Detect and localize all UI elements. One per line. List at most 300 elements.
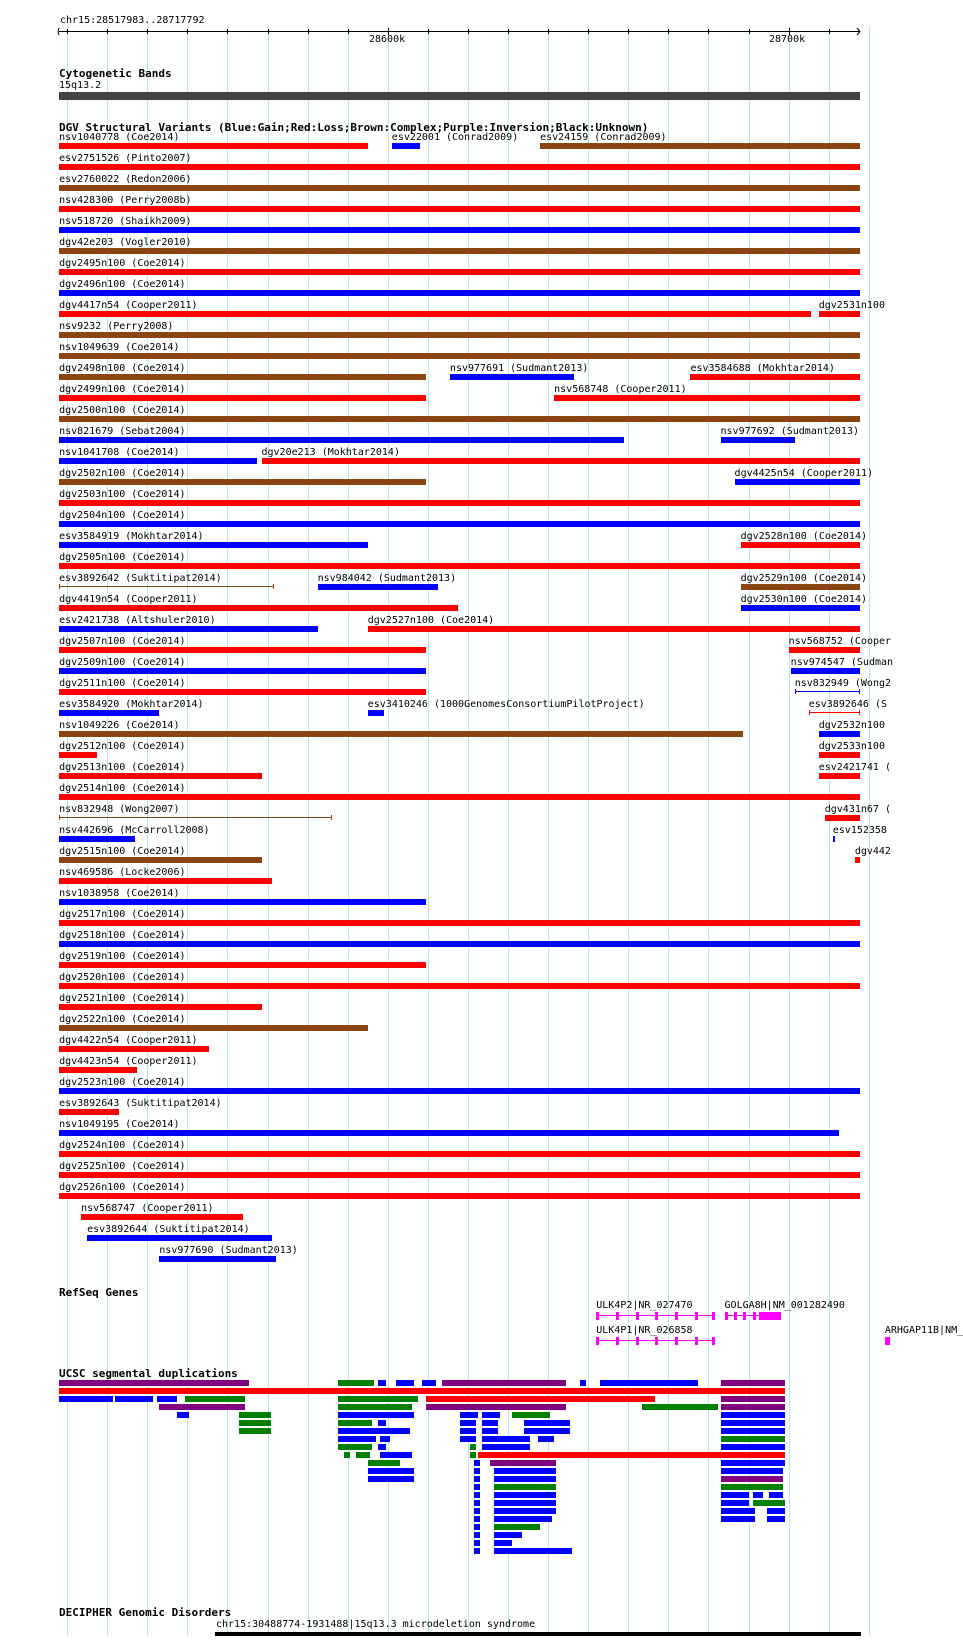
dgv-variant-bar[interactable] [59,248,860,254]
dgv-variant-label: dgv2526n100 (Coe2014) [59,1182,186,1193]
refseq-gene-label: ULK4P2|NR_027470 [596,1300,693,1311]
segdup-bar[interactable] [115,1396,153,1402]
dgv-variant-label: nsv568747 (Cooper2011) [81,1203,214,1214]
dgv-variant-bar[interactable] [741,584,860,590]
dgv-variant-label: dgv2521n100 (Coe2014) [59,993,186,1004]
segdup-bar[interactable] [721,1484,783,1490]
segdup-bar[interactable] [494,1508,556,1514]
dgv-variant-label: esv2421741 ( [818,762,891,773]
cytoband-bar[interactable] [59,92,860,100]
dgv-variant-label: dgv42e203 (Vogler2010) [59,237,192,248]
segdup-bar[interactable] [721,1476,783,1482]
dgv-variant-label: nsv1041708 (Coe2014) [59,447,180,458]
segdup-bar[interactable] [460,1428,476,1434]
grid-line [508,26,509,1636]
dgv-variant-bar[interactable] [59,227,860,233]
dgv-variant-label: dgv2519n100 (Coe2014) [59,951,186,962]
dgv-variant-bar[interactable] [59,1151,860,1157]
segdup-bar[interactable] [600,1380,698,1386]
dgv-variant-label: dgv442 [854,846,891,857]
grid-line [227,26,228,1636]
dgv-variant-bar[interactable] [318,584,438,590]
dgv-variant-bar[interactable] [59,374,426,380]
dgv-variant-bar[interactable] [59,1193,860,1199]
dgv-variant-label: esv24159 (Conrad2009) [540,132,667,143]
segdup-bar[interactable] [482,1444,530,1450]
segdup-bar[interactable] [721,1412,785,1418]
dgv-variant-label: dgv2532n100 [818,720,885,731]
dgv-variant-bar[interactable] [59,542,368,548]
segdup-bar[interactable] [344,1452,350,1458]
dgv-variant-bar[interactable] [855,857,860,863]
refseq-gene-exon[interactable] [596,1337,599,1345]
segdup-bar[interactable] [422,1380,436,1386]
refseq-gene-exon[interactable] [675,1312,678,1320]
dgv-variant-bar[interactable] [262,458,860,464]
dgv-variant-end[interactable] [859,689,860,694]
segdup-bar[interactable] [490,1460,556,1466]
segdup-bar[interactable] [494,1500,556,1506]
dgv-variant-bar[interactable] [59,332,860,338]
dgv-variant-bar[interactable] [540,143,860,149]
segdup-bar[interactable] [338,1436,376,1442]
refseq-gene-exon[interactable] [596,1312,599,1320]
dgv-variant-end[interactable] [59,584,60,589]
dgv-variant-label: esv3584920 (Mokhtar2014) [59,699,204,710]
dgv-variant-bar[interactable] [59,311,811,317]
segdup-bar[interactable] [474,1540,480,1546]
dgv-variant-label: dgv2509n100 (Coe2014) [59,657,186,668]
segdup-bar[interactable] [474,1548,480,1554]
dgv-variant-bar[interactable] [59,731,743,737]
segdup-bar[interactable] [524,1420,570,1426]
grid-line [628,26,629,1636]
dgv-variant-label: nsv832949 (Wong2 [794,678,892,689]
segdup-bar[interactable] [338,1444,372,1450]
dgv-variant-label: nsv9232 (Perry2008) [59,321,174,332]
segdup-bar[interactable] [721,1508,755,1514]
dgv-variant-bar[interactable] [59,290,860,296]
dgv-variant-bar[interactable] [59,185,860,191]
segdup-bar[interactable] [239,1428,271,1434]
dgv-variant-label: dgv2498n100 (Coe2014) [59,363,186,374]
grid-line [468,26,469,1636]
dgv-variant-label: dgv431n67 ( [824,804,891,815]
segdup-bar[interactable] [426,1396,655,1402]
segdup-bar[interactable] [368,1460,400,1466]
dgv-variant-bar[interactable] [368,626,860,632]
refseq-gene-exon[interactable] [712,1312,715,1320]
segdup-bar[interactable] [721,1460,785,1466]
segdup-bar[interactable] [474,1468,480,1474]
dgv-variant-label: esv2760022 (Redon2006) [59,174,192,185]
dgv-variant-bar[interactable] [809,712,860,713]
dgv-variant-bar[interactable] [59,1004,261,1010]
dgv-variant-bar[interactable] [59,1088,860,1094]
segdup-bar[interactable] [470,1444,476,1450]
dgv-variant-label: dgv2505n100 (Coe2014) [59,552,186,563]
segdup-bar[interactable] [642,1404,718,1410]
segdup-bar[interactable] [494,1548,572,1554]
dgv-variant-bar[interactable] [59,626,318,632]
refseq-gene-exon[interactable] [636,1337,639,1345]
refseq-gene-exon[interactable] [695,1312,698,1320]
segdup-bar[interactable] [185,1396,245,1402]
segdup-bar[interactable] [474,1508,480,1514]
dgv-variant-label: dgv4422n54 (Cooper2011) [59,1035,198,1046]
dgv-variant-label: nsv821679 (Sebat2004) [59,426,186,437]
dgv-variant-label: esv152358 [832,825,887,836]
segdup-bar[interactable] [767,1508,785,1514]
dgv-variant-bar[interactable] [59,941,860,947]
segdup-bar[interactable] [721,1428,785,1434]
segdup-bar[interactable] [442,1380,566,1386]
grid-line [308,26,309,1636]
dgv-variant-bar[interactable] [59,458,257,464]
dgv-variant-label: esv3892646 (S [808,699,887,710]
segdup-bar[interactable] [524,1428,570,1434]
segdup-bar[interactable] [474,1460,480,1466]
dgv-variant-bar[interactable] [59,479,426,485]
dgv-variant-label: dgv2512n100 (Coe2014) [59,741,186,752]
dgv-variant-bar[interactable] [833,836,835,842]
segdup-bar[interactable] [474,1476,480,1482]
dgv-variant-label: esv3892642 (Suktitipat2014) [59,573,222,584]
dgv-variant-bar[interactable] [59,899,426,905]
dgv-variant-label: esv3410246 (1000GenomesConsortiumPilotProject) [367,699,645,710]
segdup-bar[interactable] [338,1396,418,1402]
refseq-gene-exon[interactable] [636,1312,639,1320]
dgv-variant-end[interactable] [59,815,60,820]
dgv-variant-end[interactable] [273,584,274,589]
segdup-bar[interactable] [482,1428,498,1434]
dgv-variant-label: dgv2530n100 (Coe2014) [740,594,867,605]
dgv-variant-bar[interactable] [59,710,159,716]
segdup-bar[interactable] [338,1428,410,1434]
dgv-variant-bar[interactable] [59,962,426,968]
tick-label-28700k: 28700k [769,34,806,45]
dgv-variant-bar[interactable] [59,647,426,653]
dgv-variant-bar[interactable] [59,817,332,818]
dgv-variant-bar[interactable] [735,479,860,485]
dgv-variant-bar[interactable] [59,1067,137,1073]
dgv-variant-bar[interactable] [87,1235,271,1241]
dgv-variant-bar[interactable] [392,143,420,149]
dgv-variant-label: esv3584919 (Mokhtar2014) [59,531,204,542]
segdup-bar[interactable] [378,1380,386,1386]
ruler-arrow-left-b [58,32,59,36]
segdup-bar[interactable] [494,1484,556,1490]
segdup-bar[interactable] [494,1476,556,1482]
dgv-variant-label: esv3892644 (Suktitipat2014) [87,1224,250,1235]
segdup-bar[interactable] [368,1468,414,1474]
refseq-gene-exon[interactable] [616,1337,619,1345]
dgv-variant-bar[interactable] [59,143,368,149]
dgv-variant-bar[interactable] [59,689,426,695]
dgv-variant-bar[interactable] [59,668,426,674]
dgv-variant-bar[interactable] [690,374,860,380]
dgv-variant-bar[interactable] [59,500,860,506]
segdup-bar[interactable] [378,1444,386,1450]
dgv-variant-label: dgv2531n100 [818,300,885,311]
segdup-bar[interactable] [721,1492,749,1498]
segdup-bar[interactable] [470,1452,476,1458]
dgv-variant-label: nsv977691 (Sudmant2013) [449,363,589,374]
segdup-bar[interactable] [159,1404,245,1410]
dgv-variant-label: nsv984042 (Sudmant2013) [317,573,457,584]
dgv-variant-bar[interactable] [368,710,384,716]
dgv-variant-bar[interactable] [59,416,860,422]
dgv-variant-label: dgv2522n100 (Coe2014) [59,1014,186,1025]
dgv-variant-bar[interactable] [59,1130,839,1136]
segdup-bar[interactable] [494,1524,540,1530]
dgv-variant-bar[interactable] [59,752,97,758]
segdup-bar[interactable] [338,1412,414,1418]
dgv-variant-bar[interactable] [59,1109,119,1115]
dgv-variant-bar[interactable] [59,164,860,170]
segdup-bar[interactable] [378,1420,386,1426]
dgv-variant-label: dgv2495n100 (Coe2014) [59,258,186,269]
segdup-bar[interactable] [482,1412,500,1418]
dgv-variant-bar[interactable] [59,395,426,401]
segdup-bar[interactable] [59,1396,113,1402]
dgv-variant-bar[interactable] [819,773,860,779]
refseq-gene-label: ULK4P1|NR_026858 [596,1325,693,1336]
grid-line [388,26,389,1636]
grid-line [668,26,669,1636]
dgv-variant-label: nsv1040778 (Coe2014) [59,132,180,143]
segdup-bar[interactable] [721,1420,785,1426]
ruler-arrow-right-b [857,32,860,36]
segdup-bar[interactable] [474,1492,480,1498]
dgv-variant-bar[interactable] [721,437,795,443]
dgv-variant-label: dgv2528n100 (Coe2014) [740,531,867,542]
segdup-bar[interactable] [380,1452,412,1458]
dgv-variant-bar[interactable] [59,521,860,527]
dgv-variant-bar[interactable] [819,752,860,758]
dgv-variant-label: dgv2517n100 (Coe2014) [59,909,186,920]
segdup-bar[interactable] [721,1396,785,1402]
segdup-bar[interactable] [460,1420,476,1426]
dgv-variant-label: esv3892643 (Suktitipat2014) [59,1098,222,1109]
dgv-variant-label: dgv4419n54 (Cooper2011) [59,594,198,605]
refseq-gene-exon[interactable] [743,1312,746,1320]
segdup-bar[interactable] [512,1412,550,1418]
refseq-track-title[interactable]: RefSeq Genes [59,1286,139,1299]
segdup-bar[interactable] [494,1492,556,1498]
dgv-variant-label: nsv518720 (Shaikh2009) [59,216,192,227]
dgv-variant-end[interactable] [331,815,332,820]
refseq-gene-exon[interactable] [734,1312,737,1320]
segdup-bar[interactable] [482,1420,498,1426]
dgv-variant-bar[interactable] [59,1025,368,1031]
dgv-variant-label: nsv1038958 (Coe2014) [59,888,180,899]
grid-line [548,26,549,1636]
dgv-variant-label: dgv2499n100 (Coe2014) [59,384,186,395]
dgv-variant-end[interactable] [795,689,796,694]
dgv-variant-bar[interactable] [59,563,860,569]
segdup-bar[interactable] [177,1412,189,1418]
segdup-bar[interactable] [721,1404,785,1410]
dgv-variant-label: nsv428300 (Perry2008b) [59,195,192,206]
dgv-variant-label: esv2421738 (Altshuler2010) [59,615,216,626]
segdup-bar[interactable] [580,1380,586,1386]
refseq-gene-exon[interactable] [655,1337,658,1345]
dgv-variant-label: dgv2500n100 (Coe2014) [59,405,186,416]
segdup-bar[interactable] [474,1516,480,1522]
dgv-variant-bar[interactable] [795,691,860,692]
segdup-bar[interactable] [721,1436,785,1442]
dgv-variant-bar[interactable] [789,647,860,653]
dgv-variant-label: dgv2525n100 (Coe2014) [59,1161,186,1172]
grid-line [348,26,349,1636]
dgv-variant-bar[interactable] [825,815,860,821]
dgv-variant-bar[interactable] [59,586,273,587]
segdup-bar[interactable] [239,1412,271,1418]
segdup-bar[interactable] [338,1404,412,1410]
dgv-variant-bar[interactable] [59,920,860,926]
dgv-variant-label: dgv2524n100 (Coe2014) [59,1140,186,1151]
dgv-variant-label: esv3584688 (Mokhtar2014) [690,363,835,374]
refseq-gene-exon[interactable] [725,1312,728,1320]
dgv-variant-label: esv22001 (Conrad2009) [391,132,519,143]
dgv-variant-label: dgv2533n100 [818,741,885,752]
dgv-variant-bar[interactable] [59,857,261,863]
segdup-bar[interactable] [494,1516,552,1522]
dgv-variant-label: dgv4425n54 (Cooper2011) [734,468,874,479]
dgv-variant-label: nsv568748 (Cooper2011) [554,384,687,395]
dgv-variant-end[interactable] [809,710,810,715]
refseq-gene-exon[interactable] [695,1337,698,1345]
segdup-bar[interactable] [494,1540,512,1546]
segdup-bar[interactable] [474,1484,480,1490]
refseq-gene-label: ARHGAP11B|NM_ [884,1325,963,1336]
segdup-bar[interactable] [721,1444,785,1450]
dgv-variant-label: nsv1049226 (Coe2014) [59,720,180,731]
segdup-bar[interactable] [478,1452,785,1458]
dgv-variant-bar[interactable] [59,353,860,359]
dgv-variant-bar[interactable] [741,605,860,611]
dgv-variant-label: nsv832948 (Wong2007) [59,804,180,815]
dgv-variant-bar[interactable] [59,269,860,275]
segdup-bar[interactable] [59,1388,785,1394]
segdup-bar[interactable] [721,1516,755,1522]
ruler-arrow-left [58,28,59,32]
refseq-gene-exon[interactable] [885,1337,888,1345]
grid-line [749,26,750,1636]
dgv-variant-label: nsv1049195 (Coe2014) [59,1119,180,1130]
dgv-variant-bar[interactable] [554,395,860,401]
dgv-variant-bar[interactable] [159,1256,275,1262]
dgv-variant-bar[interactable] [59,878,271,884]
segdup-bar[interactable] [538,1436,554,1442]
dgv-variant-label: dgv2523n100 (Coe2014) [59,1077,186,1088]
segdup-bar[interactable] [380,1436,390,1442]
dgv-variant-bar[interactable] [59,836,135,842]
dgv-variant-bar[interactable] [59,773,261,779]
dgv-variant-label: dgv2511n100 (Coe2014) [59,678,186,689]
dgv-variant-bar[interactable] [741,542,860,548]
refseq-gene-exon[interactable] [675,1337,678,1345]
dgv-variant-bar[interactable] [59,794,860,800]
dgv-variant-bar[interactable] [59,605,458,611]
dgv-track-title[interactable]: DGV Structural Variants (Blue:Gain;Red:Loss;Brown:Complex;Purple:Inversion;Black:Unknown) [59,121,649,134]
segdup-bar[interactable] [460,1412,478,1418]
decipher-track-title[interactable]: DECIPHER Genomic Disorders [59,1606,232,1619]
segdup-bar[interactable] [157,1396,177,1402]
dgv-variant-bar[interactable] [819,311,860,317]
dgv-variant-label: dgv2514n100 (Coe2014) [59,783,186,794]
dgv-variant-label: esv2751526 (Pinto2007) [59,153,192,164]
position-label: chr15:28517983..28717792 [60,15,205,26]
dgv-variant-label: nsv442696 (McCarroll2008) [59,825,210,836]
dgv-variant-bar[interactable] [59,437,624,443]
dgv-variant-label: dgv4417n54 (Cooper2011) [59,300,198,311]
dgv-variant-bar[interactable] [59,1046,209,1052]
dgv-variant-label: dgv4423n54 (Cooper2011) [59,1056,198,1067]
segdup-bar[interactable] [767,1516,785,1522]
segdup-bar[interactable] [356,1452,370,1458]
dgv-variant-bar[interactable] [450,374,574,380]
segdup-bar[interactable] [753,1492,763,1498]
segdup-bar[interactable] [769,1492,783,1498]
grid-line [829,26,830,1636]
dgv-variant-label: nsv1049639 (Coe2014) [59,342,180,353]
dgv-variant-label: nsv977690 (Sudmant2013) [159,1245,298,1256]
segdup-bar[interactable] [396,1380,414,1386]
segdup-bar[interactable] [721,1468,783,1474]
dgv-variant-bar[interactable] [791,668,860,674]
dgv-variant-label: dgv20e213 (Mokhtar2014) [261,447,400,458]
segdup-bar[interactable] [721,1380,785,1386]
dgv-variant-bar[interactable] [59,983,860,989]
segdup-track-title[interactable]: UCSC segmental duplications [59,1367,238,1380]
cytoband-track-title[interactable]: Cytogenetic Bands [59,67,172,80]
segdup-bar[interactable] [338,1420,372,1426]
grid-line [268,26,269,1636]
segdup-bar[interactable] [474,1532,480,1538]
refseq-gene-exon[interactable] [712,1337,715,1345]
segdup-bar[interactable] [59,1380,249,1386]
segdup-bar[interactable] [460,1436,476,1442]
decipher-record-bar[interactable] [215,1632,860,1636]
dgv-variant-label: nsv977692 (Sudmant2013) [720,426,859,437]
segdup-bar[interactable] [494,1532,522,1538]
dgv-variant-end[interactable] [859,710,860,715]
segdup-bar[interactable] [474,1500,480,1506]
dgv-variant-bar[interactable] [819,731,860,737]
segdup-bar[interactable] [721,1500,749,1506]
ruler-arrow-right [857,28,860,32]
segdup-bar[interactable] [494,1468,556,1474]
dgv-variant-label: nsv974547 (Sudman [790,657,894,668]
refseq-gene-exon[interactable] [655,1312,658,1320]
decipher-record-label: chr15:30488774-1931488|15q13.3 microdeletion syndrome [216,1619,536,1630]
segdup-bar[interactable] [426,1404,566,1410]
dgv-variant-bar[interactable] [81,1214,243,1220]
segdup-bar[interactable] [753,1500,785,1506]
segdup-bar[interactable] [482,1436,530,1442]
refseq-gene-block[interactable] [759,1312,781,1320]
refseq-gene-exon[interactable] [753,1312,756,1320]
segdup-bar[interactable] [474,1524,480,1530]
segdup-bar[interactable] [368,1476,414,1482]
refseq-gene-exon[interactable] [616,1312,619,1320]
segdup-bar[interactable] [338,1380,374,1386]
segdup-bar[interactable] [239,1420,271,1426]
dgv-variant-bar[interactable] [59,206,860,212]
dgv-variant-bar[interactable] [59,1172,860,1178]
